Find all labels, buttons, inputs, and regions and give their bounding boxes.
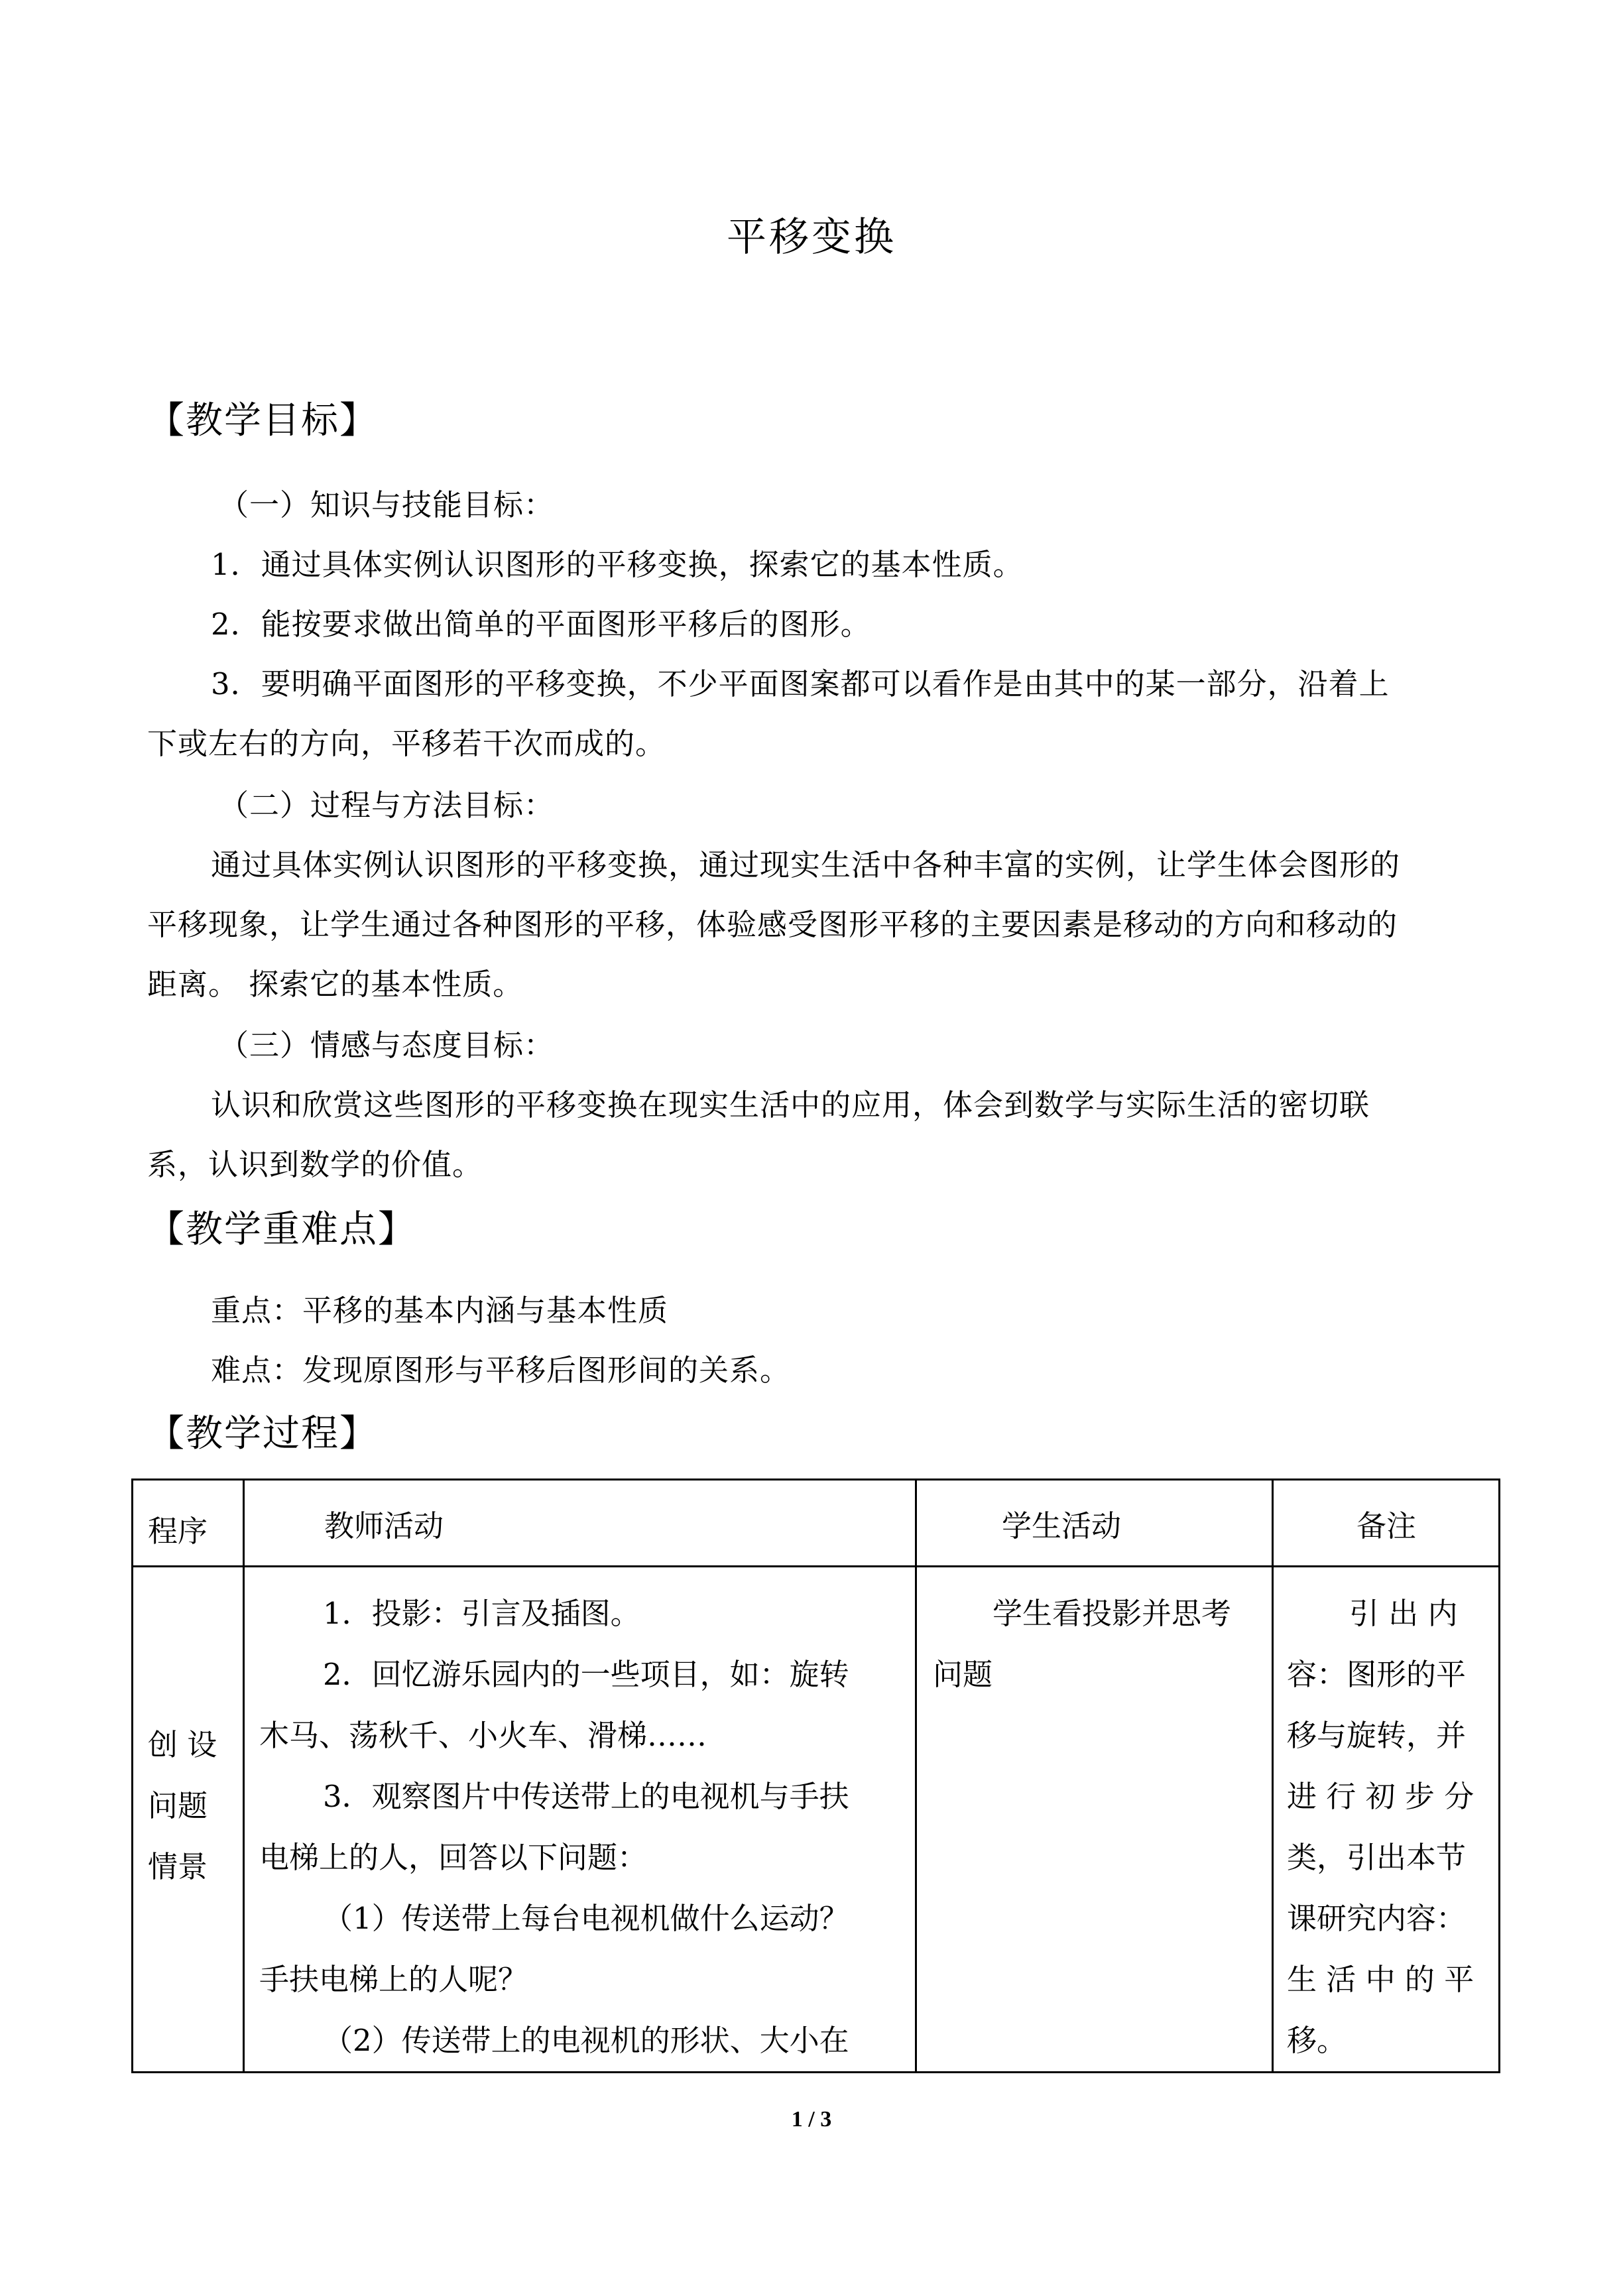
page-title: 平移变换 xyxy=(727,214,896,261)
focus-point: 重点：平移的基本内涵与基本性质 xyxy=(211,1293,669,1328)
process-heading: 【教学过程】 xyxy=(147,1412,378,1455)
goal-item-3a: 3．要明确平面图形的平移变换，不少平面图案都可以看作是由其中的某一部分，沿着上 xyxy=(211,666,1390,701)
step-line-3: 情景 xyxy=(148,1849,208,1884)
teacher-activity-cell xyxy=(244,1567,916,2073)
note-line-6: 课研究内容： xyxy=(1287,1901,1467,1936)
teacher-line-3: 木马、荡秋千、小火车、滑梯…… xyxy=(259,1718,707,1753)
emotion-goal-label: （三）情感与态度目标： xyxy=(219,1028,555,1063)
page-indicator: 1 / 3 xyxy=(791,2107,832,2132)
header-teacher-cell xyxy=(244,1480,916,1567)
note-line-8: 移。 xyxy=(1287,2023,1347,2058)
teacher-line-2: 2．回忆游乐园内的一些项目，如：旋转 xyxy=(323,1657,849,1692)
goal-item-1: 1．通过具体实例认识图形的平移变换，探索它的基本性质。 xyxy=(211,547,1024,582)
header-teacher: 教师活动 xyxy=(324,1508,444,1543)
goals-heading: 【教学目标】 xyxy=(147,399,378,442)
emotion-goal-line-1: 认识和欣赏这些图形的平移变换在现实生活中的应用，体会到数学与实际生活的密切联 xyxy=(211,1087,1370,1122)
student-line-1: 学生看投影并思考 xyxy=(992,1596,1232,1631)
knowledge-goal-label: （一）知识与技能目标： xyxy=(219,487,555,522)
note-line-5: 类，引出本节 xyxy=(1287,1840,1467,1875)
emotion-goal-line-2: 系，认识到数学的价值。 xyxy=(147,1147,483,1182)
step-line-1: 创 设 xyxy=(148,1727,217,1762)
teacher-line-4: 3．观察图片中传送带上的电视机与手扶 xyxy=(323,1779,849,1814)
note-line-1: 引 出 内 xyxy=(1349,1596,1458,1631)
header-note: 备注 xyxy=(1356,1508,1417,1543)
header-step-cell xyxy=(133,1480,244,1567)
teaching-process-table xyxy=(131,1479,1500,2073)
step-line-2: 问题 xyxy=(148,1788,208,1823)
note-line-4: 进 行 初 步 分 xyxy=(1287,1779,1474,1814)
header-student-cell xyxy=(916,1480,1273,1567)
teacher-line-8: （2）传送带上的电视机的形状、大小在 xyxy=(323,2023,849,2058)
process-goal-line-2: 平移现象，让学生通过各种图形的平移，体验感受图形平移的主要因素是移动的方向和移动的 xyxy=(147,907,1398,942)
teacher-line-7: 手扶电梯上的人呢？ xyxy=(259,1962,528,1997)
process-goal-line-1: 通过具体实例认识图形的平移变换，通过现实生活中各种丰富的实例，让学生体会图形的 xyxy=(211,847,1401,882)
note-line-3: 移与旋转，并 xyxy=(1287,1718,1467,1753)
table-header-row xyxy=(133,1480,1500,1567)
student-activity-cell xyxy=(916,1567,1273,2073)
teacher-line-1: 1．投影：引言及插图。 xyxy=(323,1596,640,1631)
student-line-2: 问题 xyxy=(933,1657,993,1692)
note-line-2: 容：图形的平 xyxy=(1287,1657,1467,1692)
note-cell xyxy=(1273,1567,1500,2073)
keypoints-heading: 【教学重难点】 xyxy=(147,1208,416,1251)
goal-item-3b: 下或左右的方向，平移若干次而成的。 xyxy=(147,726,666,761)
difficulty-point: 难点：发现原图形与平移后图形间的关系。 xyxy=(211,1353,791,1388)
step-cell xyxy=(133,1567,244,2073)
table-row xyxy=(133,1567,1500,2073)
teacher-line-6: （1）传送带上每台电视机做什么运动？ xyxy=(323,1901,849,1936)
note-line-7: 生 活 中 的 平 xyxy=(1287,1962,1474,1997)
header-student: 学生活动 xyxy=(1002,1508,1122,1543)
header-note-cell xyxy=(1273,1480,1500,1567)
process-goal-line-3: 距离。 探索它的基本性质。 xyxy=(147,967,524,1002)
goal-item-2: 2．能按要求做出简单的平面图形平移后的图形。 xyxy=(211,607,871,642)
header-step: 程序 xyxy=(148,1514,208,1549)
process-goal-label: （二）过程与方法目标： xyxy=(219,788,555,823)
teacher-line-5: 电梯上的人，回答以下问题： xyxy=(259,1840,648,1875)
